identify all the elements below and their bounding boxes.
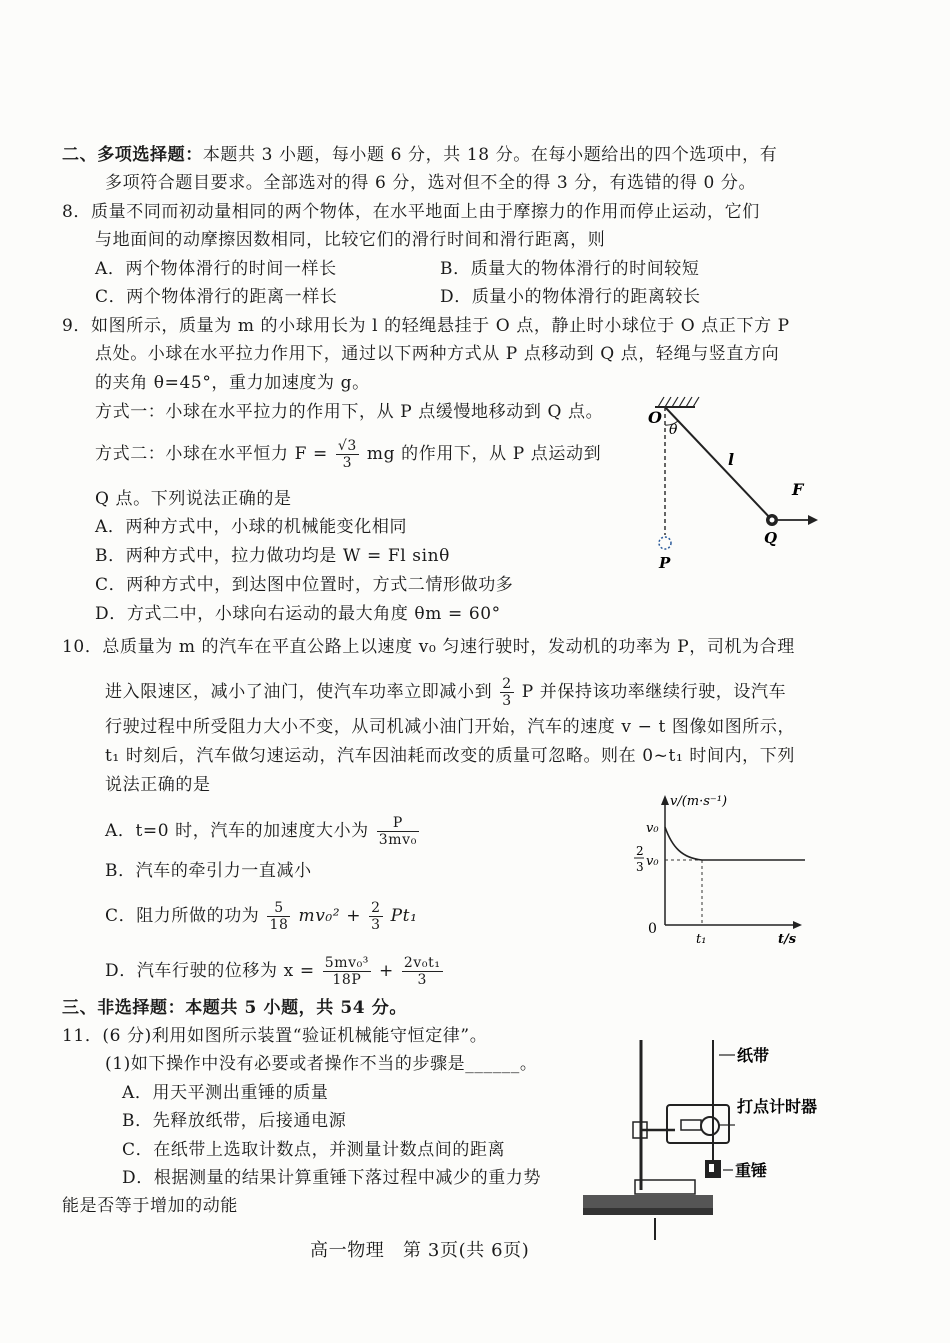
q11-option-d-line1: D．根据测量的结果计算重锤下落过程中减少的重力势	[122, 1168, 542, 1188]
v0-tick-label: v₀	[646, 821, 659, 836]
label-p: P	[659, 554, 671, 572]
q10-stem-line5: 说法正确的是	[105, 775, 211, 795]
velocity-curve	[665, 827, 805, 860]
q9-option-c: C．两种方式中，到达图中位置时，方式二情形做功多	[95, 575, 514, 595]
stand-base	[635, 1180, 695, 1194]
label-o: O	[648, 408, 662, 427]
q9-stem-line-q: Q 点。下列说法正确的是	[95, 489, 292, 509]
timer-coil	[701, 1117, 719, 1135]
timer-contact	[681, 1120, 701, 1130]
q10-stem-line2	[105, 676, 786, 709]
q9-option-b: B．两种方式中，拉力做功均是 W = Fl sinθ	[95, 546, 451, 566]
label-q: Q	[764, 529, 778, 547]
q9-way2-fraction	[336, 438, 359, 471]
label-weight: 重锤	[735, 1161, 768, 1180]
q11-option-a: A．用天平测出重锤的质量	[122, 1083, 329, 1103]
q10-d-pre: D．汽车行驶的位移为 x =	[105, 961, 315, 981]
q10-stem-line3: 行驶过程中所受阻力大小不变，从司机减小油门开始，汽车的速度 v − t 图像如图所示，	[105, 717, 796, 737]
q10-a-den: 3mv₀	[378, 832, 417, 848]
q10-d-den1: 18P	[332, 972, 362, 988]
t1-tick-label: t₁	[696, 932, 707, 947]
q9-way2-frac-den: 3	[342, 455, 353, 471]
section2-line2: 多项符合题目要求。全部选对的得 6 分，选对但不全的得 3 分，有选错的得 0 分。	[105, 173, 757, 193]
v23-tick-v0: v₀	[646, 854, 659, 869]
label-f: F	[792, 480, 804, 499]
q10-d-den2: 3	[417, 972, 427, 988]
q10-c-mid: mv₀² +	[298, 906, 362, 926]
ceiling-hatch	[658, 397, 699, 407]
q10-c-fraction1	[267, 900, 290, 933]
q10-line2-fraction	[500, 676, 514, 709]
q11-apparatus-figure	[575, 1030, 835, 1245]
label-timer: 打点计时器	[737, 1097, 818, 1116]
q10-d-fraction2	[402, 955, 443, 988]
q9-way2	[95, 438, 601, 471]
q10-d-num2: 2v₀t₁	[403, 955, 441, 971]
q10-stem-line4: t₁ 时刻后，汽车做匀速运动，汽车因油耗而改变的质量可忽略。则在 0~t₁ 时间内，下列	[105, 746, 795, 766]
base-shadow	[583, 1208, 713, 1215]
q10-line2-post: P 并保持该功率继续行驶，设汽车	[521, 682, 787, 702]
q9-way2-pre: 方式二：小球在水平恒力 F =	[95, 444, 328, 464]
q8-option-d: D．质量小的物体滑行的距离较长	[440, 287, 701, 307]
q8-option-c: C．两个物体滑行的距离一样长	[95, 287, 338, 307]
v-axis-label: v/(m·s⁻¹)	[670, 794, 728, 809]
section3-heading	[62, 997, 407, 1019]
section2-heading-line1: 二、多项选择题：本题共 3 小题，每小题 6 分，共 18 分。在每小题给出的四个选项中，有	[62, 145, 778, 165]
v-axis-arrow	[661, 795, 669, 805]
section2-line1-text: 本题共 3 小题，每小题 6 分，共 18 分。在每小题给出的四个选项中，有	[202, 145, 778, 165]
q10-line2-frac-den: 3	[502, 693, 512, 709]
q9-option-a: A．两种方式中，小球的机械能变化相同	[95, 517, 408, 537]
q9-stem-line3: 的夹角 θ=45°，重力加速度为 g。	[95, 373, 370, 393]
q9-stem-line2: 点处。小球在水平拉力作用下，通过以下两种方式从 P 点移动到 Q 点，轻绳与竖直方向	[95, 344, 780, 364]
label-tape: 纸带	[737, 1046, 770, 1065]
q10-option-d	[105, 955, 445, 988]
q10-vt-graph	[610, 785, 810, 950]
v23-tick-den: 3	[636, 860, 644, 874]
q11-part1: (1)如下操作中没有必要或者操作不当的步骤是______。	[105, 1054, 538, 1074]
q10-a-pre: A．t=0 时，汽车的加速度大小为	[105, 821, 369, 841]
weight-highlight	[709, 1164, 714, 1172]
label-theta: θ	[669, 422, 678, 438]
force-arrow-head	[808, 515, 818, 525]
q10-c-den2: 3	[371, 917, 381, 933]
q10-c-num2: 2	[371, 900, 381, 916]
q8-option-b: B．质量大的物体滑行的时间较短	[440, 259, 700, 279]
q10-option-b: B．汽车的牵引力一直减小	[105, 861, 312, 881]
q10-d-num1: 5mv₀³	[324, 955, 370, 971]
q10-line2-frac-num: 2	[502, 676, 512, 692]
q9-way1: 方式一：小球在水平拉力的作用下，从 P 点缓慢地移动到 Q 点。	[95, 402, 604, 422]
q8-option-a: A．两个物体滑行的时间一样长	[95, 259, 337, 279]
q9-way2-post: mg 的作用下，从 P 点运动到	[366, 444, 602, 464]
q8-stem-line1: 8．质量不同而初动量相同的两个物体，在水平地面上由于摩擦力的作用而停止运动，它们	[62, 202, 760, 222]
q10-line2-pre: 进入限速区，减小了油门，使汽车功率立即减小到	[105, 682, 493, 702]
t-axis-arrow	[793, 921, 802, 929]
ball-q-center	[770, 518, 775, 523]
q11-option-b: B．先释放纸带，后接通电源	[122, 1111, 347, 1131]
label-l: l	[728, 450, 735, 469]
q11-stem-line1: 11．(6 分)利用如图所示装置“验证机械能守恒定律”。	[62, 1026, 488, 1046]
q10-c-post: Pt₁	[390, 906, 418, 926]
q10-d-fraction1	[323, 955, 371, 988]
rope-line	[665, 407, 772, 520]
q10-option-c	[105, 900, 418, 933]
q10-c-fraction2	[369, 900, 383, 933]
t-axis-label: t/s	[778, 932, 797, 947]
v23-tick-num: 2	[636, 844, 644, 858]
q9-option-d: D．方式二中，小球向右运动的最大角度 θm = 60°	[95, 604, 501, 624]
q10-c-den1: 18	[269, 917, 289, 933]
q10-c-num1: 5	[267, 900, 290, 917]
page-footer: 高一物理 第 3页(共 6页)	[310, 1240, 530, 1261]
q10-a-num: P	[377, 815, 419, 832]
q9-stem-line1: 9．如图所示，质量为 m 的小球用长为 l 的轻绳悬挂于 O 点，静止时小球位于 O 点正下方 P	[62, 316, 790, 336]
q11-option-d-line2: 能是否等于增加的动能	[62, 1196, 238, 1216]
q10-option-a	[105, 815, 421, 848]
q10-a-fraction	[377, 815, 419, 848]
q10-stem-line1: 10．总质量为 m 的汽车在平直公路上以速度 v₀ 匀速行驶时，发动机的功率为 P，司机为合理	[62, 637, 795, 657]
origin-label: 0	[648, 921, 657, 937]
q10-c-pre: C．阻力所做的功为	[105, 906, 260, 926]
section3-text: 三、非选择题：本题共 5 小题，共 54 分。	[62, 998, 407, 1018]
q9-way2-frac-num: √3	[337, 438, 357, 454]
q8-stem-line2: 与地面间的动摩擦因数相同，比较它们的滑行时间和滑行距离，则	[95, 230, 606, 250]
q10-d-plus: +	[379, 961, 394, 981]
q11-option-c: C．在纸带上选取计数点，并测量计数点间的距离	[122, 1140, 506, 1160]
q9-pendulum-figure	[630, 385, 840, 575]
ball-p-dashed	[659, 537, 671, 549]
